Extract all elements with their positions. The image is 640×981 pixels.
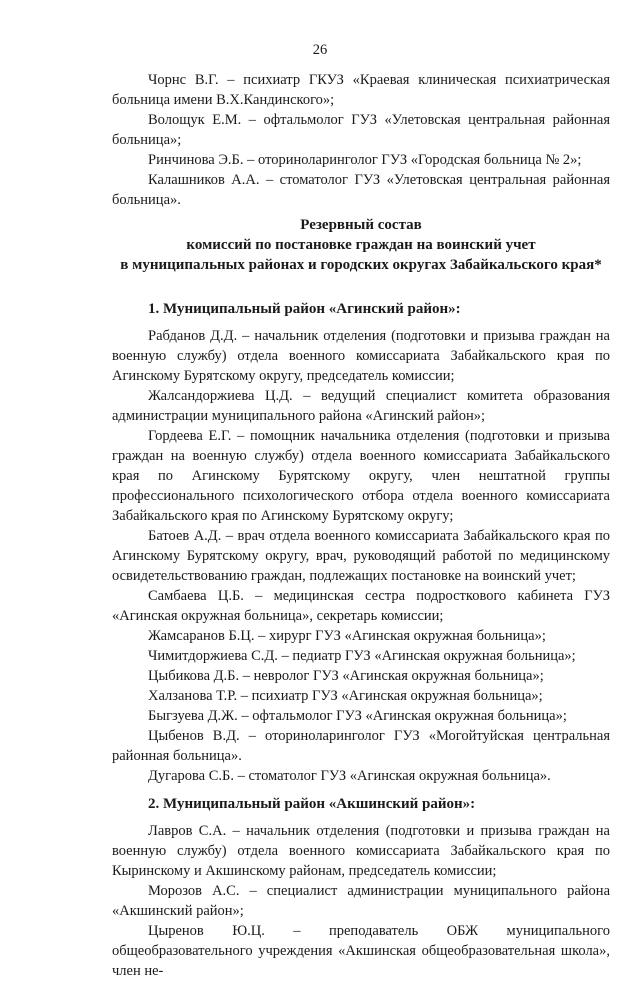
commission-list-aginsky — [112, 326, 610, 786]
list-entry: Быгзуева Д.Ж. – офтальмолог ГУЗ «Агинская окружная больница»; — [148, 708, 567, 724]
list-entry: Цыренов Ю.Ц. – преподаватель ОБЖ муниципального общеобразовательного учреждения «Акшинская общеобразовательная школа», член не- — [112, 923, 610, 979]
district-title-akshinsky: 2. Муниципальный район «Акшинский район»: — [148, 796, 476, 812]
list-entry: Батоев А.Д. – врач отдела военного комиссариата Забайкальского края по Агинскому Бурятскому округу, врач, руководящий работой по медицинскому освидетельствованию граждан, подлежащих постановке на воинский учет; — [112, 528, 610, 584]
document-body — [112, 70, 610, 981]
list-entry: Чорнс В.Г. – психиатр ГКУЗ «Краевая клиническая психиатрическая больница имени В.Х.Кандинского»; — [112, 72, 610, 108]
section-heading-line3: в муниципальных районах и городских округах Забайкальского края* — [120, 257, 602, 273]
list-entry: Калашников А.А. – стоматолог ГУЗ «Улетовская центральная районная больница». — [112, 172, 610, 208]
list-entry: Дугарова С.Б. – стоматолог ГУЗ «Агинская окружная больница». — [148, 768, 551, 784]
section-heading-line1: Резервный состав — [300, 217, 422, 233]
list-entry: Жамсаранов Б.Ц. – хирург ГУЗ «Агинская окружная больница»; — [148, 628, 546, 644]
list-entry: Волощук Е.М. – офтальмолог ГУЗ «Улетовская центральная районная больница»; — [112, 112, 610, 148]
list-entry: Чимитдоржиева С.Д. – педиатр ГУЗ «Агинская окружная больница»; — [148, 648, 576, 664]
list-entry: Жалсандоржиева Ц.Д. – ведущий специалист комитета образования администрации муниципального района «Агинский район»; — [112, 388, 610, 424]
commission-list-top — [112, 70, 610, 210]
list-entry: Морозов А.С. – специалист администрации муниципального района «Акшинский район»; — [112, 883, 610, 919]
list-entry: Цыбикова Д.Б. – невролог ГУЗ «Агинская окружная больница»; — [148, 668, 544, 684]
district-title-aginsky: 1. Муниципальный район «Агинский район»: — [148, 301, 461, 317]
list-entry: Ринчинова Э.Б. – оториноларинголог ГУЗ «Городская больница № 2»; — [148, 152, 582, 168]
page-number: 26 — [312, 42, 328, 58]
commission-list-akshinsky — [112, 821, 610, 981]
list-entry: Гордеева Е.Г. – помощник начальника отделения (подготовки и призыва граждан на военную службу) отдела военного комиссариата Забайкальского края по Агинскому Бурятскому округу, член нештатной группы профессионального психологического отбора отдела военного комиссариата Забайкальского края по Агинскому Бурятскому округу; — [112, 428, 610, 524]
section-heading-line2: комиссий по постановке граждан на воинский учет — [186, 237, 536, 253]
list-entry: Рабданов Д.Д. – начальник отделения (подготовки и призыва граждан на военную службу) отдела военного комиссариата Забайкальского края по Агинскому Бурятскому округу, председатель комиссии; — [112, 328, 610, 384]
list-entry: Цыбенов В.Д. – оториноларинголог ГУЗ «Могойтуйская центральная районная больница». — [112, 728, 610, 764]
list-entry: Халзанова Т.Р. – психиатр ГУЗ «Агинская окружная больница»; — [148, 688, 543, 704]
list-entry: Самбаева Ц.Б. – медицинская сестра подросткового кабинета ГУЗ «Агинская окружная больница», секретарь комиссии; — [112, 588, 610, 624]
list-entry: Лавров С.А. – начальник отделения (подготовки и призыва граждан на военную службу) отдела военного комиссариата Забайкальского края по Кыринскому и Акшинскому районам, председатель комиссии; — [112, 823, 610, 879]
